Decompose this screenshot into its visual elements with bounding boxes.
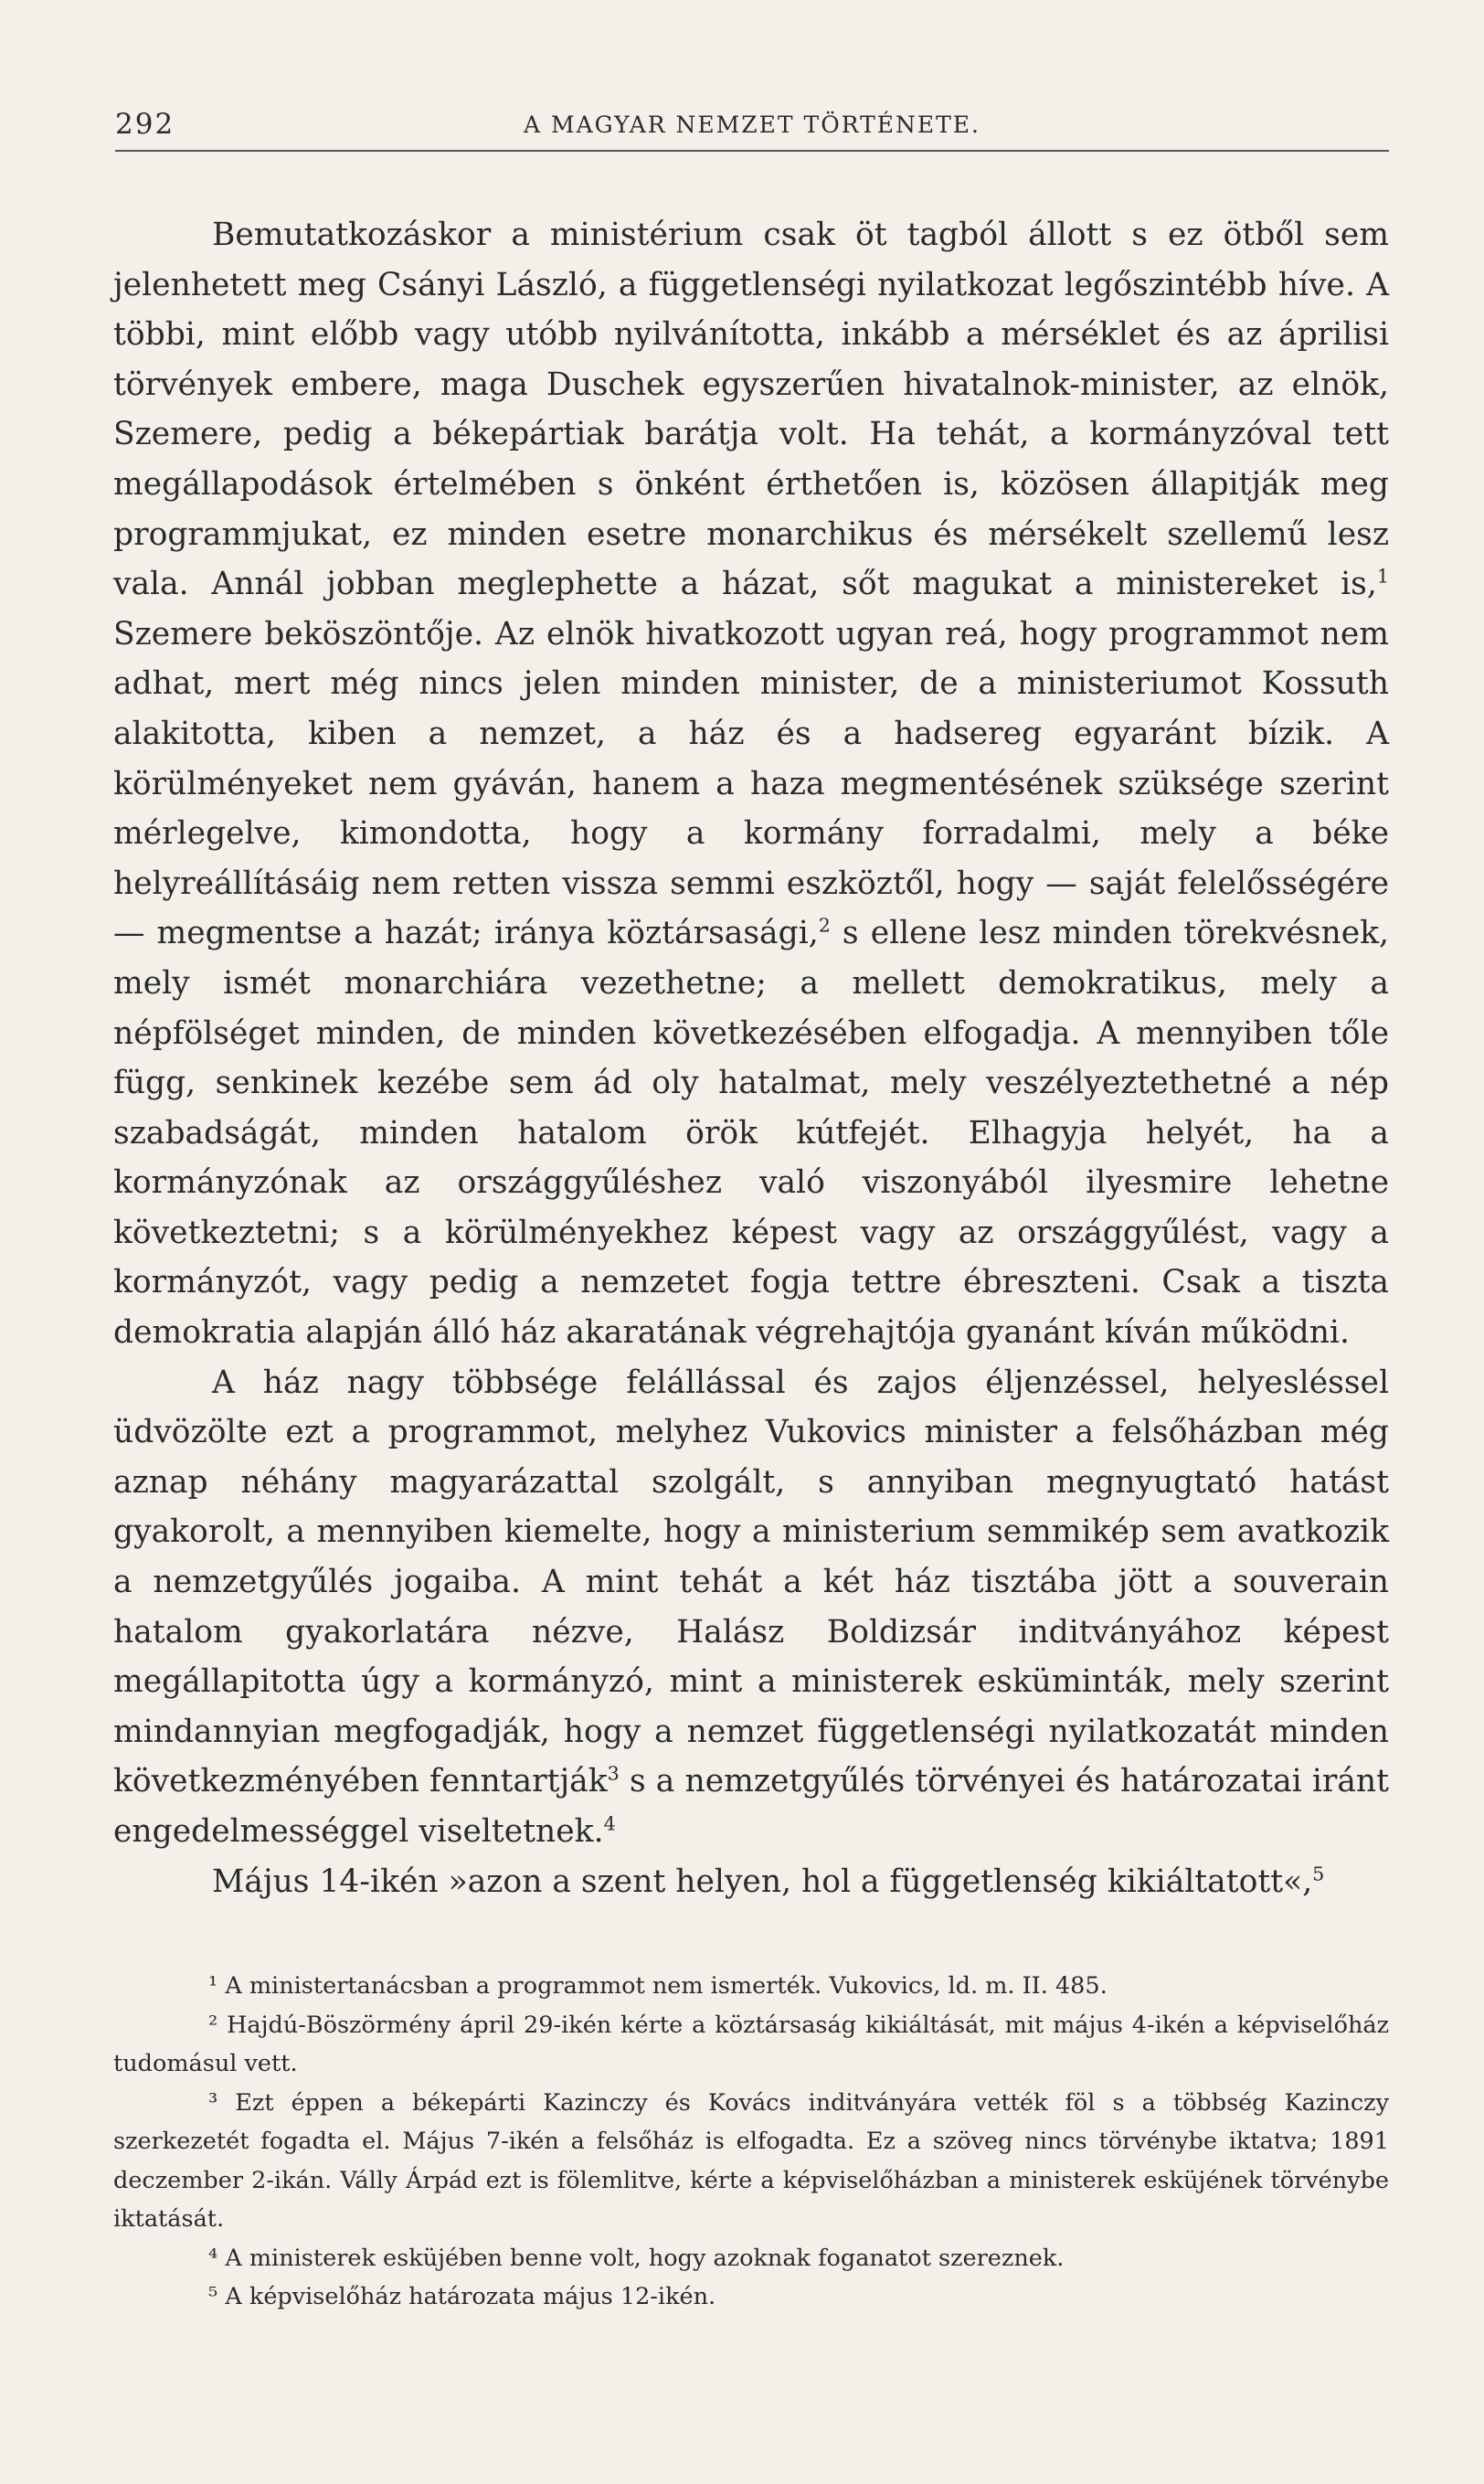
- footnotes: [113, 1967, 1389, 2317]
- footnote: ⁴ A ministerek esküjében benne volt, hogy azoknak foganatot szereznek.: [208, 2244, 1065, 2272]
- footnote-mark: ²: [208, 2011, 218, 2039]
- footnote: ³ Ezt éppen a békepárti Kazinczy és Kovács inditványára vették föl s a többség Kazinczy szerkezetét fogadta el. Május 7-ikén a felsőház is elfogadta. Ez a szöveg nincs törvénybe iktatva; 1891 deczember 2-ikán. Vállу Árpád ezt is fölemlitve, kérte a képviselőházban a ministerek esküjének törvénybe iktatását.: [113, 2088, 1389, 2233]
- footnote-ref: 2: [818, 914, 831, 937]
- page-number: 292: [115, 108, 175, 141]
- paragraph: Május 14-ikén »azon a szent helyen, hol a függetlenség kikiáltatott«,$^5$: [212, 1863, 1325, 1900]
- footnote-ref: 4: [603, 1812, 616, 1835]
- footnote-ref: 1: [1376, 565, 1389, 588]
- footnote-mark: ³: [208, 2088, 218, 2117]
- footnote-mark: ⁵: [208, 2283, 218, 2310]
- footnote: ⁵ A képviselőház határozata május 12-ikén.: [208, 2283, 716, 2310]
- footnote-ref: 5: [1312, 1863, 1325, 1885]
- paragraph: A ház nagy többsége felállással és zajos éljenzéssel, helyesléssel üdvözölte ezt a programmot, melyhez Vukovics minister a felsőházban még aznap néhány magyarázattal szolgált, s annyiban megnyugtató hatást gyakorolt, a mennyiben kiemelte, hogy a ministerium semmikép sem avatkozik a nemzetgyűlés jogaiba. A mint tehát a két ház tisztába jött a souverain hatalom gyakorlatára nézve, Halász Boldizsár inditványához képest megállapitotta úgy a kormányzó, mint a ministerek esküminták, mely szerint mindannyian megfogadják, hogy a nemzet függetlenségi nyilatkozatát minden következményében fenntartják$^3$ s a nemzetgyűlés törvényei és határozatai iránt engedelmességgel viseltetnek.$^4$: [113, 1364, 1389, 1850]
- footnote-mark: ¹: [208, 1972, 218, 2000]
- paragraph: Bemutatkozáskor a ministérium csak öt tagból állott s ez ötből sem jelenhetett meg Csányi László, a függetlenségi nyilatkozat legőszintébb híve. A többi, mint előbb vagy utóbb nyilvánította, inkább a mérséklet és az áprilisi törvények embere, maga Duschek egyszerűen hivatalnok-minister, az elnök, Szemere, pedig a békepártiak barátja volt. Ha tehát, a kormányzóval tett megállapodások értelmében s önként érthetően is, közösen állapitják meg programmjukat, ez minden esetre monarchikus és mérsékelt szellemű lesz vala. Annál jobban meglephette a házat, sőt magukat a ministereket is,$^1$ Szemere beköszöntője. Az elnök hivatkozott ugyan reá, hogy programmot nem adhat, mert még nincs jelen minden minister, de a ministeriumot Kossuth alakitotta, kiben a nemzet, a ház és a hadsereg egyaránt bízik. A körülményeket nem gyáván, hanem a haza megmentésének szüksége szerint mérlegelve, kimondotta, hogy a kormány forradalmi, mely a béke helyreállításáig nem retten vissza semmi eszköztől, hogy — saját felelősségére — megmentse a hazát; iránya köztársasági,$^2$ s ellene lesz minden törekvésnek, mely ismét monarchiára vezethetne; a mellett demokratikus, mely a népfölséget minden, de minden következésében elfogadja. A mennyiben tőle függ, senkinek kezébe sem ád oly hatalmat, mely veszélyeztethetné a nép szabadságát, minden hatalom örök kútfejét. Elhagyja helyét, ha a kormányzónak az országgyűléshez való viszonyából ilyesmire lehetne következtetni; s a körülményekhez képest vagy az országgyűlést, vagy a kormányzót, vagy pedig a nemzetet fogja tettre ébreszteni. Csak a tiszta demokratia alapján álló ház akaratának végrehajtója gyanánt kíván működni.: [113, 217, 1389, 1352]
- footnote: ² Hajdú-Böszörmény ápril 29-ikén kérte a köztársaság kikiáltását, mit május 4-ikén a képviselőház tudomásul vett.: [113, 2011, 1390, 2077]
- footnote-ref: 3: [607, 1762, 620, 1785]
- footnote-mark: ⁴: [208, 2244, 218, 2272]
- footnote: ¹ A ministertanácsban a programmot nem ismerték. Vukovics, ld. m. II. 485.: [208, 1972, 1108, 2000]
- page-header: [115, 108, 1389, 152]
- running-title: A MAGYAR NEMZET TÖRTÉNETE.: [523, 111, 980, 138]
- body-text: [113, 210, 1389, 1906]
